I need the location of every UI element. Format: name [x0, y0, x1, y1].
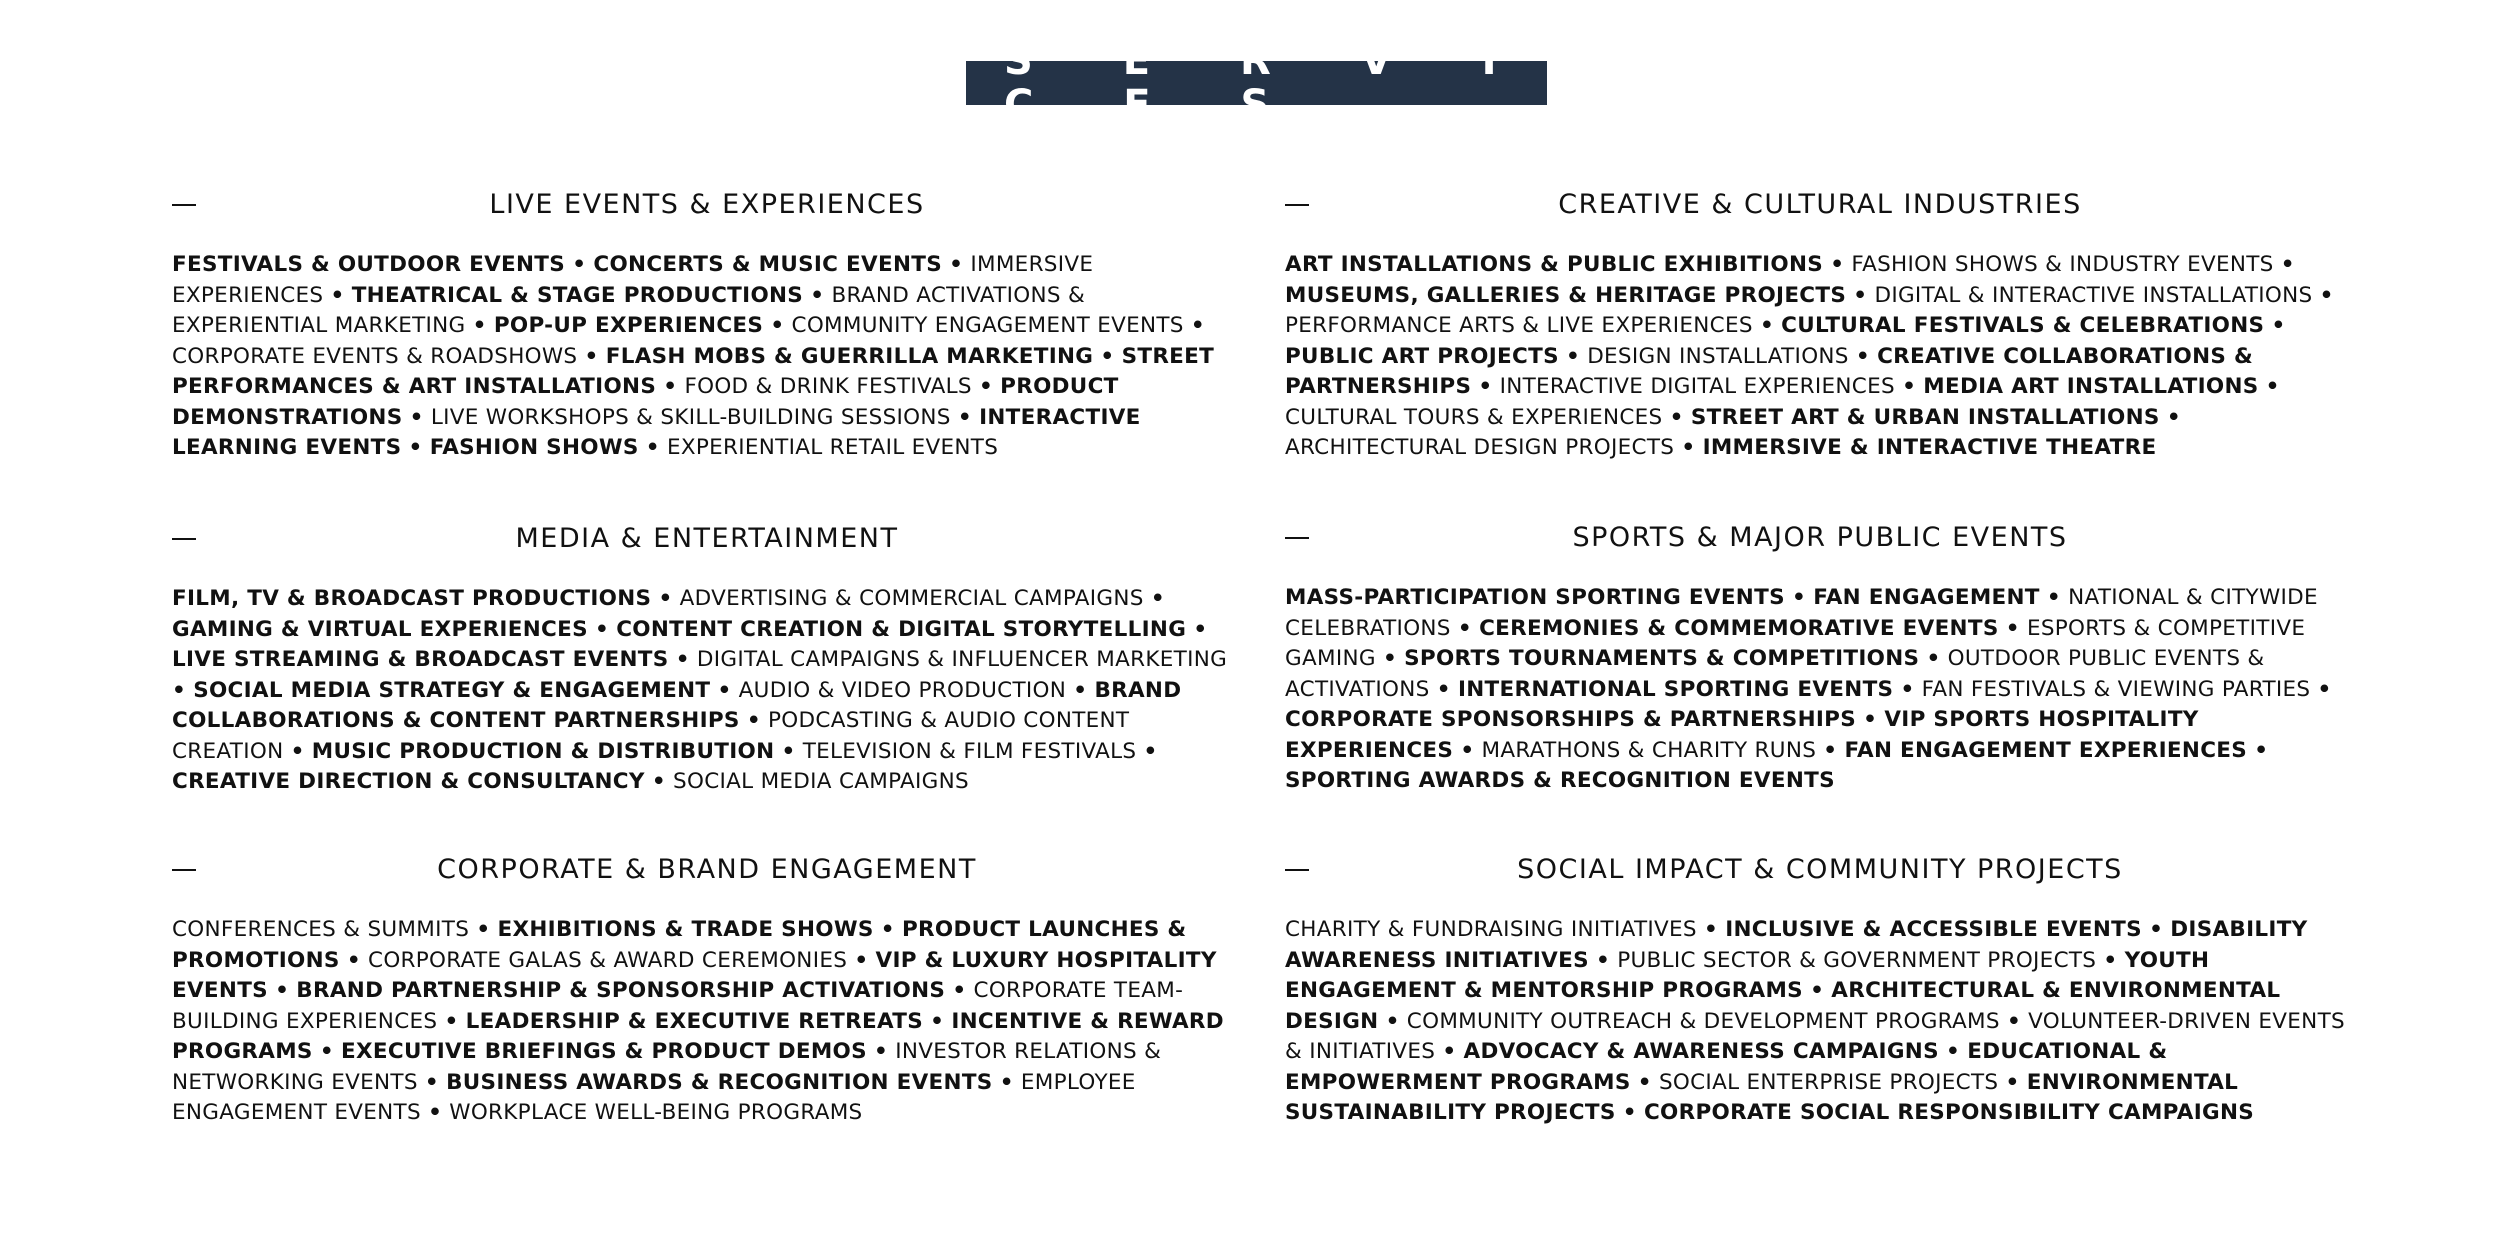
service-item: CONCERTS & MUSIC EVENTS	[593, 252, 943, 277]
bullet-separator: •	[2319, 282, 2334, 308]
service-item: MARATHONS & CHARITY RUNS	[1481, 737, 1817, 763]
bullet-separator: •	[172, 677, 187, 703]
service-item: NATIONAL & CITYWIDE CELEBRATIONS	[1285, 585, 2318, 641]
section-items	[172, 250, 1242, 464]
service-item: CREATIVE COLLABORATIONS & PARTNERSHIPS	[1285, 343, 2254, 399]
bullet-separator: •	[2280, 252, 2295, 277]
section-header	[1285, 521, 2355, 555]
bullet-separator: •	[1073, 677, 1088, 703]
bullet-separator: •	[1596, 947, 1611, 973]
bullet-separator: •	[1637, 1069, 1652, 1095]
service-item: FILM, TV & BROADCAST PRODUCTIONS	[172, 586, 652, 611]
service-item: PRODUCT DEMONSTRATIONS	[172, 374, 1119, 430]
bullet-separator: •	[346, 947, 361, 973]
service-item: STREET PERFORMANCES & ART INSTALLATIONS	[172, 343, 1215, 399]
bullet-separator: •	[663, 374, 678, 399]
bullet-separator: •	[1669, 404, 1684, 430]
service-item: CULTURAL TOURS & EXPERIENCES	[1285, 404, 1663, 430]
service-item: CONFERENCES & SUMMITS	[172, 917, 470, 942]
service-item: LIVE STREAMING & BROADCAST EVENTS	[172, 647, 669, 672]
bullet-separator: •	[1566, 343, 1581, 369]
bullet-separator: •	[290, 738, 305, 764]
service-item: BRAND PARTNERSHIP & SPONSORSHIP ACTIVATIONS	[296, 978, 946, 1003]
bullet-separator: •	[781, 738, 796, 764]
section-live-events	[172, 188, 1242, 464]
service-item: INTERACTIVE LEARNING EVENTS	[172, 404, 1141, 460]
service-item: ARCHITECTURAL DESIGN PROJECTS	[1285, 435, 1675, 460]
service-item: PUBLIC SECTOR & GOVERNMENT PROJECTS	[1617, 947, 2097, 973]
service-item: MUSIC PRODUCTION & DISTRIBUTION	[311, 738, 775, 764]
bullet-separator: •	[1622, 1100, 1637, 1125]
bullet-separator: •	[595, 616, 610, 642]
bullet-separator: •	[770, 313, 785, 338]
bullet-separator: •	[1946, 1039, 1961, 1064]
service-item: THEATRICAL & STAGE PRODUCTIONS	[351, 282, 804, 308]
service-item: CONTENT CREATION & DIGITAL STORYTELLING	[616, 616, 1187, 642]
bullet-separator: •	[880, 917, 895, 942]
section-items	[172, 584, 1242, 798]
bullet-separator: •	[1190, 313, 1205, 338]
service-item: MASS-PARTICIPATION SPORTING EVENTS	[1285, 585, 1785, 610]
service-item: PUBLIC ART PROJECTS	[1285, 343, 1559, 369]
section-heading: SOCIAL IMPACT & COMMUNITY PROJECTS	[1517, 854, 2123, 885]
service-item: IMMERSIVE & INTERACTIVE THEATRE	[1702, 435, 2157, 460]
section-items	[172, 915, 1242, 1129]
service-item: CORPORATE SOCIAL RESPONSIBILITY CAMPAIGNS	[1643, 1100, 2255, 1125]
bullet-separator: •	[444, 1008, 459, 1034]
service-item: FLASH MOBS & GUERRILLA MARKETING	[605, 343, 1094, 369]
bullet-separator: •	[952, 978, 967, 1003]
bullet-separator: •	[1759, 313, 1774, 338]
section-heading: CREATIVE & CULTURAL INDUSTRIES	[1558, 189, 2082, 220]
bullet-separator: •	[428, 1100, 443, 1125]
service-item: ARCHITECTURAL & ENVIRONMENTAL DESIGN	[1285, 978, 2281, 1034]
service-item: EXHIBITIONS & TRADE SHOWS	[497, 917, 874, 942]
service-item: GAMING & VIRTUAL EXPERIENCES	[172, 616, 588, 642]
service-item: DIGITAL & INTERACTIVE INSTALLATIONS	[1874, 282, 2313, 308]
service-item: CORPORATE TEAM-BUILDING EXPERIENCES	[172, 978, 1184, 1034]
service-item: FAN FESTIVALS & VIEWING PARTIES	[1921, 676, 2311, 702]
section-items	[1285, 250, 2355, 464]
service-item: INTERACTIVE DIGITAL EXPERIENCES	[1499, 374, 1895, 399]
service-item: EMPLOYEE ENGAGEMENT EVENTS	[172, 1069, 1136, 1125]
service-item: TELEVISION & FILM FESTIVALS	[802, 738, 1137, 764]
service-item: DESIGN INSTALLATIONS	[1587, 343, 1849, 369]
bullet-separator: •	[2103, 947, 2118, 973]
bullet-separator: •	[1855, 343, 1870, 369]
section-heading: SPORTS & MAJOR PUBLIC EVENTS	[1572, 522, 2068, 553]
service-item: FASHION SHOWS	[429, 435, 639, 460]
bullet-separator: •	[957, 404, 972, 430]
service-item: YOUTH ENGAGEMENT & MENTORSHIP PROGRAMS	[1285, 947, 2210, 1003]
service-item: AUDIO & VIDEO PRODUCTION	[738, 677, 1067, 703]
bullet-separator: •	[424, 1069, 439, 1095]
section-heading: LIVE EVENTS & EXPERIENCES	[489, 189, 925, 220]
bullet-separator: •	[978, 374, 994, 399]
bullet-separator: •	[1926, 646, 1941, 671]
service-item: VIP & LUXURY HOSPITALITY EVENTS	[172, 947, 1217, 1003]
bullet-separator: •	[651, 769, 666, 794]
service-item: EDUCATIONAL & EMPOWERMENT PROGRAMS	[1285, 1039, 2168, 1095]
service-item: CULTURAL FESTIVALS & CELEBRATIONS	[1781, 313, 2265, 338]
bullet-separator: •	[1385, 1008, 1400, 1034]
bullet-separator: •	[1143, 738, 1158, 764]
bullet-separator: •	[2149, 917, 2164, 942]
service-item: PODCASTING & AUDIO CONTENT CREATION	[172, 708, 1130, 764]
service-item: FAN ENGAGEMENT	[1813, 585, 2040, 610]
section-corporate-brand	[172, 853, 1242, 1129]
service-item: ADVOCACY & AWARENESS CAMPAIGNS	[1463, 1039, 1939, 1064]
bullet-separator: •	[1382, 646, 1397, 671]
bullet-separator: •	[717, 677, 732, 703]
bullet-separator: •	[409, 404, 424, 430]
bullet-separator: •	[1150, 586, 1165, 611]
bullet-separator: •	[999, 1069, 1014, 1095]
bullet-separator: •	[746, 708, 761, 733]
page-title: S E R V I C E S	[1004, 38, 1535, 128]
section-items	[1285, 583, 2355, 797]
service-item: SPORTS TOURNAMENTS & COMPETITIONS	[1404, 646, 1920, 671]
bullet-separator: •	[2046, 585, 2061, 610]
bullet-separator: •	[2265, 374, 2280, 399]
services-title-bar	[966, 38, 1547, 128]
bullet-separator: •	[810, 282, 825, 308]
bullet-separator: •	[874, 1039, 889, 1064]
service-item: FAN ENGAGEMENT EXPERIENCES	[1844, 737, 2248, 763]
service-item: INTERNATIONAL SPORTING EVENTS	[1457, 676, 1894, 702]
bullet-separator: •	[1823, 737, 1838, 763]
bullet-separator: •	[572, 252, 587, 277]
service-item: COMMUNITY OUTREACH & DEVELOPMENT PROGRAMS	[1406, 1008, 2000, 1034]
section-media-entertainment	[172, 522, 1242, 798]
service-item: COMMUNITY ENGAGEMENT EVENTS	[791, 313, 1184, 338]
service-item: MUSEUMS, GALLERIES & HERITAGE PROJECTS	[1285, 282, 1847, 308]
bullet-separator: •	[658, 586, 673, 611]
service-item: FESTIVALS & OUTDOOR EVENTS	[172, 252, 566, 277]
service-item: STREET ART & URBAN INSTALLATIONS	[1690, 404, 2160, 430]
bullet-separator: •	[1100, 343, 1115, 369]
bullet-separator: •	[1478, 374, 1493, 399]
bullet-separator: •	[1853, 282, 1868, 308]
service-item: EXPERIENTIAL RETAIL EVENTS	[666, 435, 999, 460]
service-item: EXECUTIVE BRIEFINGS & PRODUCT DEMOS	[341, 1039, 867, 1064]
bullet-separator: •	[584, 343, 599, 369]
service-item: CORPORATE SPONSORSHIPS & PARTNERSHIPS	[1285, 707, 1857, 732]
bullet-separator: •	[1442, 1039, 1457, 1064]
bullet-separator: •	[2005, 615, 2020, 641]
service-item: CREATIVE DIRECTION & CONSULTANCY	[172, 769, 645, 794]
service-item: IMMERSIVE EXPERIENCES	[172, 252, 1094, 308]
bullet-separator: •	[675, 647, 690, 672]
service-item: BRAND ACTIVATIONS & EXPERIENTIAL MARKETING	[172, 282, 1086, 338]
bullet-separator: •	[330, 282, 345, 308]
bullet-separator: •	[1902, 374, 1917, 399]
service-item: VIP SPORTS HOSPITALITY EXPERIENCES	[1285, 707, 2199, 763]
bullet-separator: •	[2254, 737, 2269, 763]
section-header	[1285, 188, 2355, 222]
service-item: SPORTING AWARDS & RECOGNITION EVENTS	[1285, 768, 1835, 793]
service-item: FOOD & DRINK FESTIVALS	[684, 374, 972, 399]
bullet-separator: •	[2317, 676, 2332, 702]
section-items	[1285, 915, 2355, 1129]
service-item: DIGITAL CAMPAIGNS & INFLUENCER MARKETING	[696, 647, 1228, 672]
section-header	[172, 522, 1242, 556]
service-item: OUTDOOR PUBLIC EVENTS & ACTIVATIONS	[1285, 646, 2265, 702]
service-item: CHARITY & FUNDRAISING INITIATIVES	[1285, 917, 1697, 942]
bullet-separator: •	[1460, 737, 1475, 763]
service-item: POP-UP EXPERIENCES	[493, 313, 764, 338]
service-item: INVESTOR RELATIONS & NETWORKING EVENTS	[172, 1039, 1162, 1095]
bullet-separator: •	[949, 252, 964, 277]
service-item: BUSINESS AWARDS & RECOGNITION EVENTS	[446, 1069, 993, 1095]
bullet-separator: •	[1900, 676, 1915, 702]
section-creative-cultural	[1285, 188, 2355, 464]
service-item: FASHION SHOWS & INDUSTRY EVENTS	[1851, 252, 2274, 277]
bullet-separator: •	[930, 1008, 945, 1034]
service-item: INCLUSIVE & ACCESSIBLE EVENTS	[1725, 917, 2142, 942]
service-item: SOCIAL ENTERPRISE PROJECTS	[1658, 1069, 1999, 1095]
bullet-separator: •	[2005, 1069, 2020, 1095]
bullet-separator: •	[408, 435, 423, 460]
bullet-separator: •	[1810, 978, 1825, 1003]
bullet-separator: •	[1457, 615, 1472, 641]
service-item: INCENTIVE & REWARD PROGRAMS	[172, 1008, 1224, 1064]
service-item: CEREMONIES & COMMEMORATIVE EVENTS	[1479, 615, 1999, 641]
bullet-separator: •	[472, 313, 487, 338]
bullet-separator: •	[476, 917, 491, 942]
bullet-separator: •	[854, 947, 869, 973]
service-item: CORPORATE GALAS & AWARD CEREMONIES	[368, 947, 848, 973]
service-item: PERFORMANCE ARTS & LIVE EXPERIENCES	[1285, 313, 1753, 338]
bullet-separator: •	[1681, 435, 1696, 460]
bullet-separator: •	[1436, 676, 1451, 702]
service-item: BRAND COLLABORATIONS & CONTENT PARTNERSHIPS	[172, 677, 1182, 733]
service-item: SOCIAL MEDIA STRATEGY & ENGAGEMENT	[193, 677, 711, 703]
service-item: ADVERTISING & COMMERCIAL CAMPAIGNS	[679, 586, 1144, 611]
bullet-separator: •	[1830, 252, 1845, 277]
bullet-separator: •	[645, 435, 660, 460]
section-header	[1285, 853, 2355, 887]
section-sports-public-events	[1285, 521, 2355, 797]
bullet-separator: •	[319, 1039, 334, 1064]
bullet-separator: •	[1792, 585, 1807, 610]
service-item: ART INSTALLATIONS & PUBLIC EXHIBITIONS	[1285, 252, 1824, 277]
service-item: MEDIA ART INSTALLATIONS	[1923, 374, 2259, 399]
service-item: ESPORTS & COMPETITIVE GAMING	[1285, 615, 2306, 671]
bullet-separator: •	[2166, 404, 2181, 430]
bullet-separator: •	[275, 978, 290, 1003]
bullet-separator: •	[1863, 707, 1878, 732]
bullet-separator: •	[1193, 616, 1208, 642]
section-social-impact	[1285, 853, 2355, 1129]
section-heading: MEDIA & ENTERTAINMENT	[515, 523, 899, 554]
service-item: LIVE WORKSHOPS & SKILL-BUILDING SESSIONS	[430, 404, 951, 430]
section-header	[172, 853, 1242, 887]
bullet-separator: •	[1704, 917, 1719, 942]
section-heading: CORPORATE & BRAND ENGAGEMENT	[437, 854, 977, 885]
service-item: ENVIRONMENTAL SUSTAINABILITY PROJECTS	[1285, 1069, 2239, 1125]
bullet-separator: •	[2271, 313, 2286, 338]
service-item: LEADERSHIP & EXECUTIVE RETREATS	[465, 1008, 923, 1034]
service-item: WORKPLACE WELL-BEING PROGRAMS	[449, 1100, 863, 1125]
service-item: PRODUCT LAUNCHES & PROMOTIONS	[172, 917, 1187, 973]
service-item: DISABILITY AWARENESS INITIATIVES	[1285, 917, 2308, 973]
section-header	[172, 188, 1242, 222]
service-item: CORPORATE EVENTS & ROADSHOWS	[172, 343, 578, 369]
service-item: VOLUNTEER-DRIVEN EVENTS & INITIATIVES	[1285, 1008, 2345, 1064]
bullet-separator: •	[2006, 1008, 2022, 1034]
service-item: SOCIAL MEDIA CAMPAIGNS	[673, 769, 969, 794]
